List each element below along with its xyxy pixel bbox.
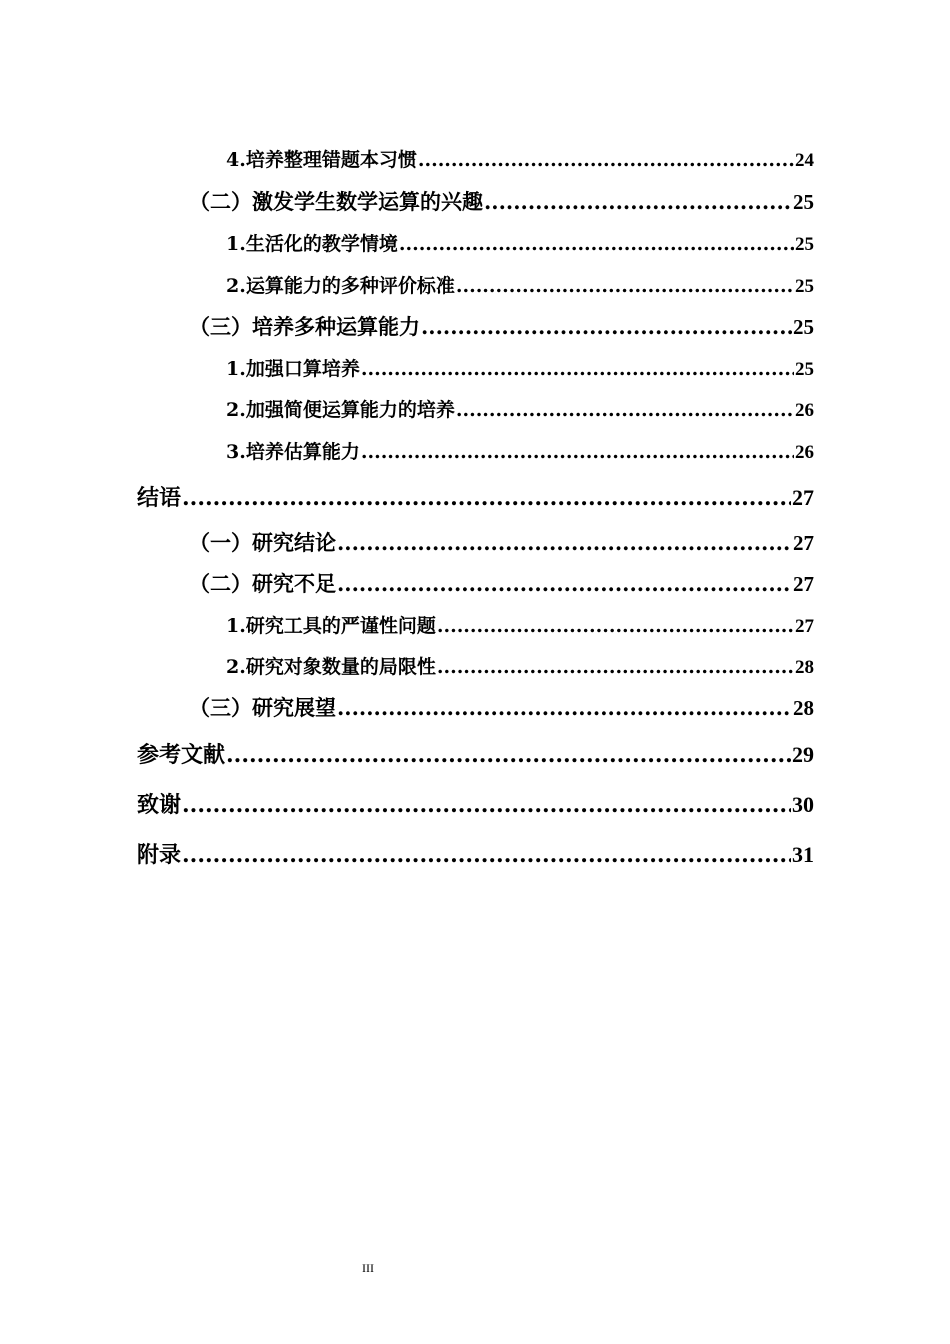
- toc-entry-label: 3.培养估算能力: [226, 441, 360, 463]
- toc-entry-page: 31: [792, 842, 814, 867]
- toc-leader-dots: [456, 275, 794, 297]
- page-number-footer: III: [362, 1261, 374, 1275]
- toc-entry-page: 27: [793, 531, 814, 555]
- toc-entry-page: 24: [795, 150, 814, 171]
- toc-leader-dots: [437, 615, 794, 637]
- toc-entry-page: 26: [795, 442, 814, 463]
- toc-entry-label: 1.加强口算培养: [226, 358, 360, 380]
- toc-entry-page: 27: [793, 572, 814, 596]
- toc-entry-page: 29: [792, 742, 814, 767]
- toc-entry-evaluation-standards[interactable]: [226, 271, 814, 298]
- toc-entry-appendix[interactable]: [137, 838, 814, 869]
- toc-entry-research-conclusion[interactable]: [189, 527, 814, 557]
- toc-leader-dots: [182, 485, 791, 511]
- toc-entry-label: 4.培养整理错题本习惯: [226, 149, 417, 171]
- toc-entry-label: （二）激发学生数学运算的兴趣: [189, 189, 483, 214]
- toc-leader-dots: [182, 792, 791, 818]
- toc-entry-page: 27: [792, 485, 814, 510]
- toc-entry-page: 30: [792, 792, 814, 817]
- toc-entry-label: 2.运算能力的多种评价标准: [226, 275, 455, 297]
- toc-leader-dots: [361, 441, 794, 463]
- toc-entry-label: 2.研究对象数量的局限性: [226, 656, 436, 678]
- toc-entry-cultivate-abilities[interactable]: [189, 311, 814, 341]
- toc-entry-page: 25: [795, 359, 814, 380]
- toc-entry-page: 27: [795, 616, 814, 637]
- toc-leader-dots: [182, 842, 791, 868]
- toc-leader-dots: [399, 233, 794, 255]
- toc-entry-page: 28: [795, 657, 814, 678]
- toc-entry-label: （二）研究不足: [189, 571, 336, 596]
- toc-entry-page: 25: [793, 190, 814, 214]
- toc-entry-life-teaching-context[interactable]: [226, 229, 814, 256]
- toc-entry-estimation[interactable]: [226, 437, 814, 464]
- toc-entry-label: 附录: [137, 842, 182, 868]
- toc-leader-dots: [437, 656, 794, 678]
- toc-leader-dots: [421, 314, 792, 339]
- toc-entry-label: 致谢: [137, 792, 182, 818]
- toc-entry-label: 参考文献: [137, 742, 226, 768]
- toc-entry-page: 25: [795, 234, 814, 255]
- toc-entry-simplified-calculation[interactable]: [226, 395, 814, 422]
- toc-entry-references[interactable]: [137, 738, 814, 769]
- toc-leader-dots: [226, 742, 791, 768]
- toc-entry-stimulate-interest[interactable]: [189, 186, 814, 216]
- toc-entry-page: 28: [793, 696, 814, 720]
- toc-leader-dots: [337, 530, 792, 555]
- toc-leader-dots: [337, 695, 792, 720]
- toc-entry-research-limitations[interactable]: [189, 568, 814, 598]
- toc-leader-dots: [484, 189, 792, 214]
- toc-entry-tool-rigor[interactable]: [226, 611, 814, 638]
- toc-entry-research-outlook[interactable]: [189, 692, 814, 722]
- toc-leader-dots: [418, 149, 794, 171]
- toc-entry-page: 25: [795, 276, 814, 297]
- toc-entry-label: （三）研究展望: [189, 695, 336, 720]
- toc-entry-acknowledgements[interactable]: [137, 788, 814, 819]
- toc-entry-sample-size[interactable]: [226, 652, 814, 679]
- toc-entry-label: （一）研究结论: [189, 530, 336, 555]
- toc-leader-dots: [456, 399, 794, 421]
- toc-entry-label: （三）培养多种运算能力: [189, 314, 420, 339]
- toc-entry-label: 结语: [137, 485, 182, 511]
- toc-entry-page: 25: [793, 315, 814, 339]
- toc-entry-cultivate-error-notebook[interactable]: [226, 145, 814, 172]
- toc-entry-label: 1.生活化的教学情境: [226, 233, 398, 255]
- toc-leader-dots: [361, 358, 794, 380]
- toc-entry-conclusion[interactable]: [137, 481, 814, 512]
- toc-leader-dots: [337, 571, 792, 596]
- toc-entry-oral-calculation[interactable]: [226, 354, 814, 381]
- toc-entry-page: 26: [795, 400, 814, 421]
- toc-entry-label: 1.研究工具的严谨性问题: [226, 615, 436, 637]
- toc-entry-label: 2.加强简便运算能力的培养: [226, 399, 455, 421]
